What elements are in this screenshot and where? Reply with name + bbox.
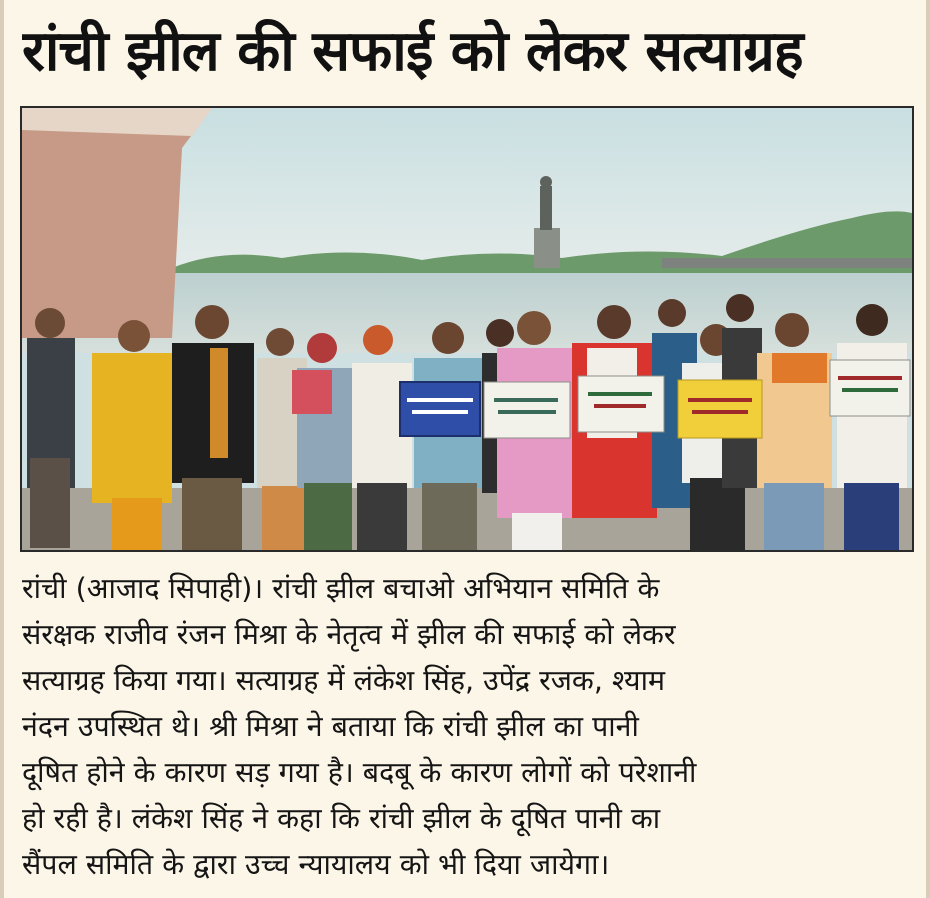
clipping-left-edge	[0, 0, 4, 898]
article-body	[22, 566, 912, 888]
protest-photo-illustration	[22, 108, 912, 550]
statue-head	[540, 176, 552, 188]
article-line: रांची (आजाद सिपाही)। रांची झील बचाओ अभियान समिति के	[22, 572, 660, 605]
article-line: संरक्षक राजीव रंजन मिश्रा के नेतृत्व में झील की सफाई को लेकर	[22, 618, 676, 651]
article-line: हो रही है। लंकेश सिंह ने कहा कि रांची झील के दूषित पानी का	[22, 802, 661, 835]
article-line: सत्याग्रह किया गया। सत्याग्रह में लंकेश सिंह, उपेंद्र रजक, श्याम	[22, 664, 666, 697]
person	[352, 325, 412, 550]
placard	[678, 380, 762, 438]
placard	[484, 382, 570, 438]
placard	[578, 376, 664, 432]
placard	[830, 360, 910, 416]
article-line: सैंपल समिति के द्वारा उच्च न्यायालय को भी दिया जायेगा।	[22, 848, 610, 881]
clipping-right-edge	[926, 0, 930, 898]
statue-figure	[540, 186, 552, 230]
news-photo	[20, 106, 914, 552]
bridge	[662, 258, 912, 268]
article-line: दूषित होने के कारण सड़ गया है। बदबू के कारण लोगों को परेशानी	[22, 756, 697, 789]
placard	[400, 382, 480, 436]
person	[27, 308, 75, 548]
statue-pedestal	[534, 228, 560, 268]
headline: रांची झील की सफाई को लेकर सत्याग्रह	[22, 19, 803, 84]
article-line: नंदन उपस्थित थे। श्री मिश्रा ने बताया कि रांची झील का पानी	[22, 710, 639, 743]
